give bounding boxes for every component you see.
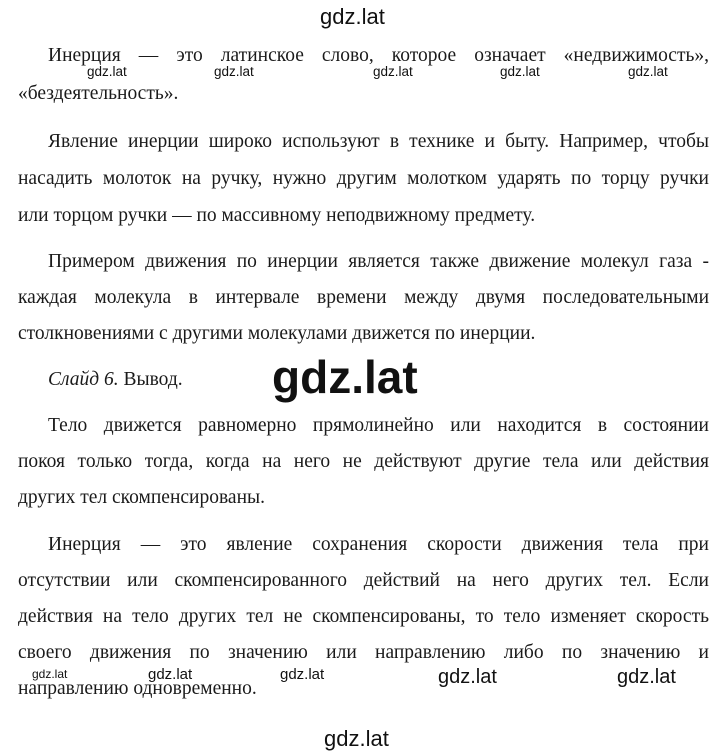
watermark: gdz.lat xyxy=(148,666,193,683)
paragraph-1-line-2: «бездеятельность». xyxy=(18,83,179,104)
watermark: gdz.lat xyxy=(32,667,68,681)
paragraph-5-line-3: действия на тело других тел не скомпенсированы, то тело изменяет скорость xyxy=(18,606,709,627)
paragraph-2-line-2: насадить молоток на ручку, нужно другим молотком ударять по торцу ручки xyxy=(18,168,709,189)
watermark: gdz.lat xyxy=(280,666,325,683)
watermark-big: gdz.lat xyxy=(272,351,418,403)
paragraph-3-line-3: столкновениями с другими молекулами движется по инерции. xyxy=(18,323,536,344)
slide-text: Вывод. xyxy=(118,369,183,390)
paragraph-2-line-3: или торцом ручки — по массивному неподвижному предмету. xyxy=(18,205,536,226)
paragraph-1-line-1: Инерция — это латинское слово, которое означает «недвижимость», xyxy=(48,45,709,66)
watermark: gdz.lat xyxy=(617,666,676,688)
watermark: gdz.lat xyxy=(438,666,497,688)
paragraph-4-line-1: Тело движется равномерно прямолинейно или находится в состоянии xyxy=(48,415,709,436)
paragraph-4-line-3: других тел скомпенсированы. xyxy=(18,487,265,508)
watermark: gdz.lat xyxy=(87,64,127,79)
paragraph-5-line-1: Инерция — это явление сохранения скорости движения тела при xyxy=(48,534,709,555)
watermark: gdz.lat xyxy=(373,64,413,79)
paragraph-5-line-2: отсутствии или скомпенсированного действий на него других тел. Если xyxy=(18,570,709,591)
watermark: gdz.lat xyxy=(500,64,540,79)
watermark: gdz.lat xyxy=(214,64,254,79)
paragraph-2-line-1: Явление инерции широко используют в технике и быту. Например, чтобы xyxy=(48,131,709,152)
watermark: gdz.lat xyxy=(628,64,668,79)
paragraph-5-line-4: своего движения по значению или направлению либо по значению и xyxy=(18,642,709,663)
paragraph-5-line-5: направлению одновременно. xyxy=(18,678,257,699)
watermark-bottom: gdz.lat xyxy=(324,726,389,751)
slide-label: Слайд 6. xyxy=(48,369,119,390)
watermark-top: gdz.lat xyxy=(320,4,385,29)
paragraph-4-line-2: покоя только тогда, когда на него не действуют другие тела или действия xyxy=(18,451,709,472)
paragraph-3-line-2: каждая молекула в интервале времени между двумя последовательными xyxy=(18,287,709,308)
paragraph-3-line-1: Примером движения по инерции является также движение молекул газа - xyxy=(48,251,709,272)
